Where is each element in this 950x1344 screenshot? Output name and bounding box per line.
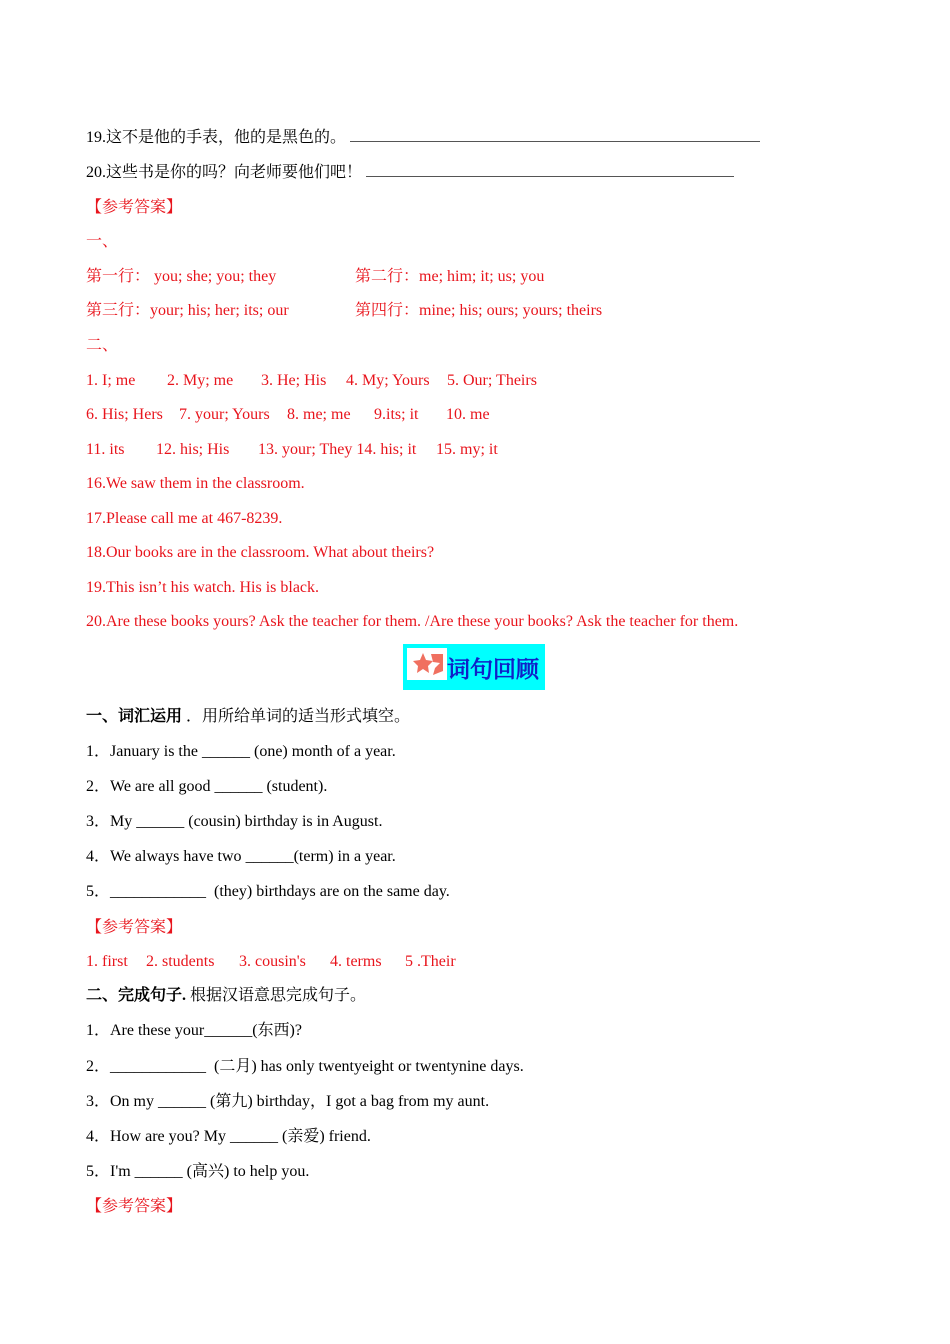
exercise-item — [86, 1127, 371, 1147]
answer-item: 1. first — [86, 953, 128, 970]
question-19 — [86, 127, 760, 148]
text-segment: ______ — [245, 848, 294, 865]
question-20 — [86, 162, 734, 183]
row-label: 第二行： — [355, 268, 420, 285]
banner-title: 词句回顾 — [447, 657, 539, 683]
answer-row-1 — [86, 267, 276, 287]
answer-item: 19.This isn’t his watch. His is black. — [86, 579, 320, 596]
answer-item: 5 .Their — [405, 953, 456, 970]
answer-item: 12. his; His — [156, 441, 230, 458]
answer-item: 6. His; Hers — [86, 406, 163, 423]
text-segment: 4．We always have two — [86, 848, 246, 865]
text-segment: (term) in a year. — [293, 848, 396, 865]
row-answer: mine; his; ours; yours; theirs — [419, 302, 603, 319]
text-segment: 4．How are you? My — [86, 1128, 230, 1145]
text-segment: (亲爱) friend. — [277, 1128, 371, 1145]
answer-item: 5. Our; Theirs — [447, 372, 537, 389]
text-segment: (one) month of a year. — [249, 743, 396, 760]
answer-item: 16.We saw them in the classroom. — [86, 475, 305, 492]
section-label: 二、 — [86, 337, 119, 354]
answer-heading: 【参考答案】 — [86, 199, 183, 216]
answer-item: 11. its — [86, 441, 125, 458]
text-segment: 5．I'm — [86, 1163, 135, 1180]
answer-item: 3. cousin's — [239, 953, 306, 970]
answer-item: 13. your; They 14. his; it — [258, 441, 417, 458]
answer-item: 8. me; me — [287, 406, 351, 423]
text-segment: ____________ — [110, 1058, 207, 1075]
answer-item: 4. terms — [330, 953, 382, 970]
text-segment: (二月) has only twentyeight or twentynine days. — [206, 1058, 524, 1075]
text-segment: 5． — [86, 883, 111, 900]
exercise-item — [86, 1057, 524, 1077]
answer-item: 4. My; Yours — [346, 372, 430, 389]
answer-heading: 【参考答案】 — [86, 1198, 183, 1215]
text-segment: ______ — [201, 743, 250, 760]
answer-row-4 — [355, 301, 602, 321]
text-segment: (they) birthdays are on the same day. — [206, 883, 450, 900]
exercise-item — [86, 742, 396, 762]
answer-item: 18.Our books are in the classroom. What about theirs? — [86, 544, 435, 561]
part-title: 二、完成句子. — [86, 987, 187, 1004]
text-segment: ______ — [158, 1093, 207, 1110]
answer-item: 10. me — [446, 406, 490, 423]
text-segment: 1．January is the — [86, 743, 202, 760]
section-label: 一、 — [86, 233, 119, 250]
text-segment: ____________ — [110, 883, 207, 900]
exercise-item — [86, 847, 396, 867]
answer-item: 9.its; it — [374, 406, 419, 423]
text-segment: (cousin) birthday is in August. — [184, 813, 383, 830]
answer-blank — [366, 162, 734, 177]
answer-item: 15. my; it — [436, 441, 498, 458]
text-segment: (student). — [262, 778, 328, 795]
answer-item: 3. He; His — [261, 372, 327, 389]
row-label: 第一行： — [86, 268, 151, 285]
exercise-item — [86, 1092, 489, 1112]
text-segment: ______ — [229, 1128, 278, 1145]
text-segment: 2． — [86, 1058, 111, 1075]
text-segment: 3．On my — [86, 1093, 159, 1110]
question-text: 19.这不是他的手表，他的是黑色的。 — [86, 129, 347, 146]
exercise-item — [86, 1021, 302, 1041]
text-segment: ______ — [204, 1022, 253, 1039]
text-segment: ______ — [214, 778, 263, 795]
part-instruction: 根据汉语意思完成句子。 — [190, 987, 367, 1004]
row-label: 第四行： — [355, 302, 420, 319]
answer-item: 1. I; me — [86, 372, 136, 389]
part1-heading — [86, 707, 410, 727]
question-text: 20.这些书是你的吗？向老师要他们吧！ — [86, 164, 363, 181]
answer-item: 17.Please call me at 467-8239. — [86, 510, 283, 527]
text-segment: ______ — [134, 1163, 183, 1180]
section-banner — [403, 644, 545, 690]
exercise-item — [86, 882, 450, 902]
text-segment: (东西)? — [252, 1022, 302, 1039]
answer-heading: 【参考答案】 — [86, 919, 183, 936]
row-label: 第三行： — [86, 302, 151, 319]
part-title: 一、词汇运用 — [86, 708, 183, 725]
answer-item: 2. students — [146, 953, 215, 970]
exercise-item — [86, 812, 382, 832]
answer-row-2 — [355, 267, 544, 287]
text-segment: (第九) birthday，I got a bag from my aunt. — [206, 1093, 490, 1110]
text-segment: 3．My — [86, 813, 137, 830]
part2-heading — [86, 986, 366, 1006]
exercise-item — [86, 777, 327, 797]
star-icon — [407, 648, 447, 680]
text-segment: 2．We are all good — [86, 778, 215, 795]
row-answer: me; him; it; us; you — [419, 268, 545, 285]
text-segment: (高兴) to help you. — [182, 1163, 310, 1180]
text-segment: ______ — [136, 813, 185, 830]
row-answer: you; she; you; they — [154, 268, 277, 285]
answer-item: 7. your; Yours — [179, 406, 270, 423]
answer-row-3 — [86, 301, 289, 321]
answer-blank — [350, 127, 760, 142]
exercise-item — [86, 1162, 309, 1182]
answer-item: 20.Are these books yours? Ask the teacher for them. /Are these your books? Ask the teacher for them. — [86, 613, 739, 630]
row-answer: your; his; her; its; our — [150, 302, 289, 319]
part-instruction: ．用所给单词的适当形式填空。 — [186, 708, 411, 725]
text-segment: 1．Are these your — [86, 1022, 205, 1039]
answer-item: 2. My; me — [167, 372, 234, 389]
